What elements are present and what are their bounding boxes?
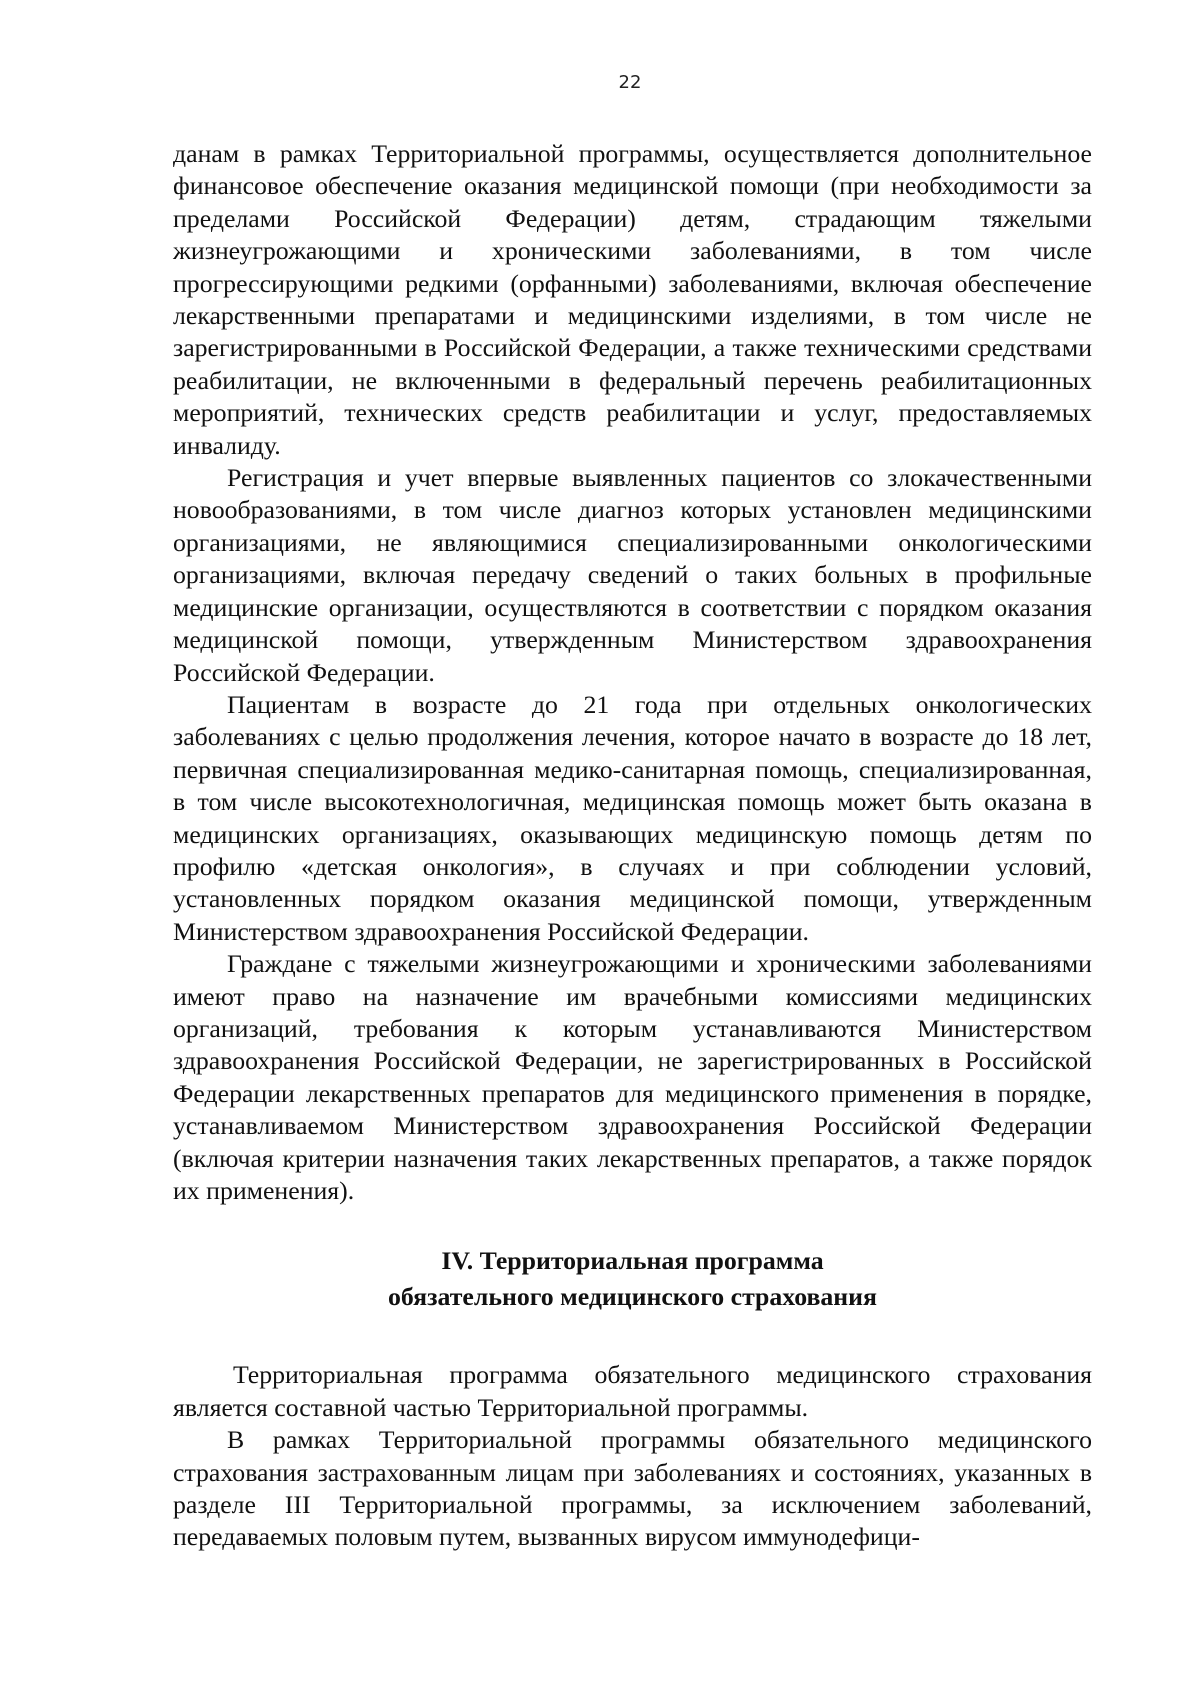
section-heading-line-2: обязательного медицинского страхования — [388, 1282, 877, 1312]
paragraph-4: Граждане с тяжелыми жизнеугрожающими и хроническими заболеваниями имеют право на назначение им врачебными комиссиями медицинских организаций, требования к которым устанавливаются Министерством здравоохранения Российской Федерации, не зарегистрированных в Российской Федерации лекарственных препаратов для медицинского применения в порядке, устанавливаемом Министерством здравоохранения Российской Федерации (включая критерии назначения таких лекарственных препаратов, а также порядок их применения). — [173, 949, 1092, 1205]
page-number: 22 — [618, 72, 642, 93]
section-heading-line-1: IV. Территориальная программа — [441, 1246, 824, 1276]
section-heading — [173, 1243, 1092, 1315]
paragraph-1: данам в рамках Территориальной программы, осуществляется дополнительное финансовое обеспечение оказания медицинской помощи (при необходимости за пределами Российской Федерации) детям, страдающим тяжелыми жизнеугрожающими и хроническими заболеваниями, в том числе прогрессирующими редкими (орфанными) заболеваниями, включая обеспечение лекарственными препаратами и медицинскими изделиями, в том числе не зарегистрированными в Российской Федерации, а также техническими средствами реабилитации, не включенными в федеральный перечень реабилитационных мероприятий, технических средств реабилитации и услуг, предоставляемых инвалиду. — [173, 139, 1092, 460]
paragraph-2: Регистрация и учет впервые выявленных пациентов со злокачественными новообразованиями, в том числе диагноз которых установлен медицинскими организациями, не являющимися специализированными онкологическими организациями, включая передачу сведений о таких больных в профильные медицинские организации, осуществляются в соответствии с порядком оказания медицинской помощи, утвержденным Министерством здравоохранения Российской Федерации. — [173, 463, 1092, 687]
section-paragraph-2: В рамках Территориальной программы обязательного медицинского страхования застрахованным лицам при заболеваниях и состояниях, указанных в разделе III Территориальной программы, за исключением заболеваний, передаваемых половым путем, вызванных вирусом иммунодефици- — [173, 1425, 1092, 1552]
section-paragraph-1: Территориальная программа обязательного медицинского страхования является составной частью Территориальной программы. — [173, 1360, 1092, 1422]
paragraph-3: Пациентам в возрасте до 21 года при отдельных онкологических заболеваниях с целью продолжения лечения, которое начато в возрасте до 18 лет, первичная специализированная медико-санитарная помощь, специализированная, в том числе высокотехнологичная, медицинская помощь может быть оказана в медицинских организациях, оказывающих медицинскую помощь детям по профилю «детская онкология», в случаях и при соблюдении условий, установленных порядком оказания медицинской помощи, утвержденным Министерством здравоохранения Российской Федерации. — [173, 689, 1092, 946]
document-body — [173, 138, 1092, 1554]
